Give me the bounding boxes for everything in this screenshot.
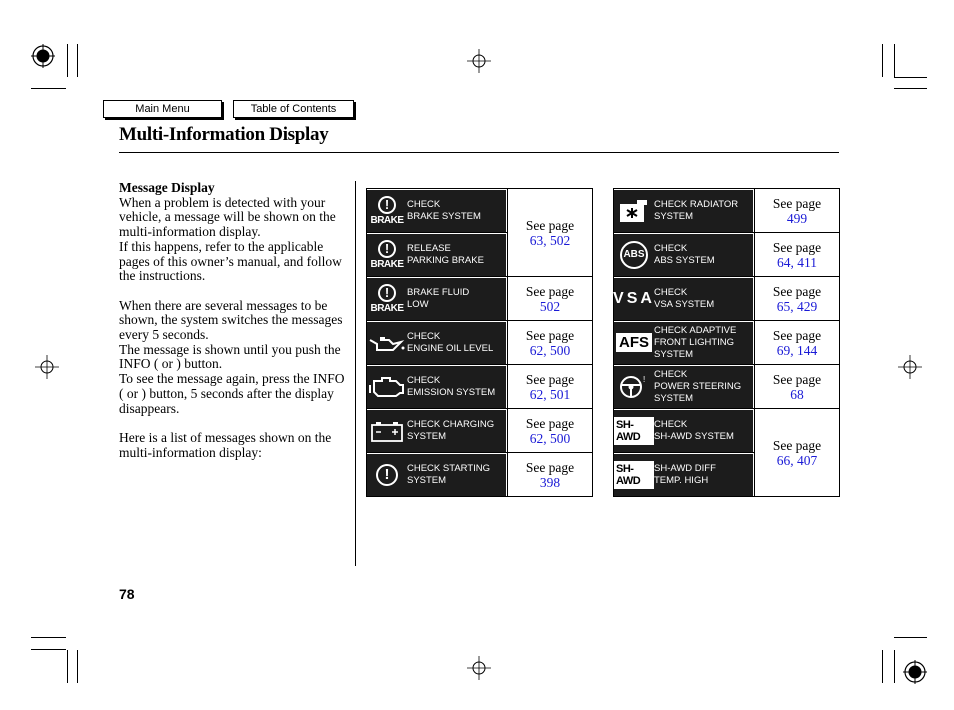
display-message-text bbox=[407, 419, 494, 443]
page-reference-cell bbox=[508, 453, 593, 497]
paragraph: If this happens, refer to the applicable pages of this owner’s manual, and follow the instructions. bbox=[119, 238, 342, 284]
title-divider bbox=[119, 152, 839, 153]
message-display-cell bbox=[614, 189, 755, 233]
message-display-cell bbox=[614, 277, 755, 321]
table-row bbox=[367, 453, 593, 497]
message-line: CHECK RADIATOR bbox=[654, 198, 739, 210]
message-line: TEMP. HIGH bbox=[654, 474, 709, 486]
page-links bbox=[540, 299, 560, 314]
message-display-cell bbox=[614, 409, 755, 453]
message-line: VSA SYSTEM bbox=[654, 298, 715, 310]
column-divider bbox=[355, 181, 356, 566]
page-links bbox=[787, 211, 807, 226]
page-link[interactable]: 501 bbox=[550, 386, 571, 402]
message-display-cell bbox=[614, 321, 755, 365]
display-message-text bbox=[407, 463, 490, 487]
battery-icon bbox=[367, 419, 407, 443]
message-line: SYSTEM bbox=[407, 430, 447, 442]
table-row bbox=[367, 365, 593, 409]
display-message-image bbox=[367, 190, 506, 232]
display-message-text bbox=[654, 287, 714, 311]
message-line: CHECK CHARGING bbox=[407, 418, 495, 430]
see-page-label: See page bbox=[772, 283, 822, 299]
page-title: Multi-Information Display bbox=[119, 124, 329, 145]
display-message-text bbox=[407, 243, 484, 267]
display-message-image bbox=[367, 454, 506, 496]
page-links: 69, 144 bbox=[776, 342, 818, 358]
brake-warning-icon: ! BRAKE bbox=[370, 241, 404, 270]
display-message-image bbox=[367, 322, 506, 364]
message-line: CHECK ADAPTIVE bbox=[654, 324, 737, 336]
crosshair-mark-icon bbox=[35, 355, 59, 379]
see-page-label: See page bbox=[525, 283, 575, 299]
page-link[interactable]: 69 bbox=[776, 342, 791, 358]
page-link[interactable]: 64 bbox=[777, 254, 791, 270]
message-line: LOW bbox=[407, 298, 429, 310]
see-page-label: See page bbox=[525, 327, 575, 343]
vsa-icon: VSA bbox=[613, 289, 655, 307]
oil-can-icon bbox=[367, 330, 407, 356]
table-row bbox=[367, 189, 593, 233]
message-line: SH-AWD SYSTEM bbox=[654, 430, 734, 442]
page-links: 65, 429 bbox=[776, 298, 818, 314]
message-line: FRONT LIGHTING bbox=[654, 336, 735, 348]
steering-icon bbox=[614, 374, 654, 400]
page-link[interactable]: 66 bbox=[776, 452, 791, 468]
abs-icon: ABS bbox=[614, 241, 654, 269]
paragraph: Here is a list of messages shown on the multi-information display: bbox=[119, 429, 332, 460]
page-reference-cell bbox=[508, 409, 593, 453]
page-link[interactable]: 502 bbox=[550, 232, 571, 248]
page-link[interactable]: 500 bbox=[550, 430, 571, 446]
page-link[interactable]: 63 bbox=[529, 232, 544, 248]
table-row bbox=[614, 233, 840, 277]
display-message-image bbox=[367, 234, 506, 276]
see-page-label: See page bbox=[525, 415, 575, 431]
message-display-cell bbox=[367, 233, 508, 277]
page-link[interactable]: 62 bbox=[529, 342, 544, 358]
table-row bbox=[614, 409, 840, 453]
page-reference-cell bbox=[755, 321, 840, 365]
page-link[interactable]: 62 bbox=[529, 430, 544, 446]
message-display-cell bbox=[367, 453, 508, 497]
display-message-text bbox=[407, 375, 495, 399]
page-link[interactable]: 68 bbox=[790, 386, 804, 402]
message-display-cell bbox=[614, 365, 755, 409]
main-menu-button[interactable]: Main Menu bbox=[103, 100, 222, 118]
message-line: BRAKE SYSTEM bbox=[407, 210, 481, 222]
registration-mark-icon bbox=[903, 660, 927, 684]
crosshair-mark-icon bbox=[467, 49, 491, 73]
table-row bbox=[614, 365, 840, 409]
display-message-image bbox=[614, 190, 753, 232]
crosshair-mark-icon bbox=[898, 355, 922, 379]
message-display-cell bbox=[367, 277, 508, 321]
display-message-image bbox=[614, 366, 753, 408]
page-link[interactable]: 502 bbox=[539, 298, 561, 314]
message-line: SYSTEM bbox=[654, 210, 694, 222]
message-line: SYSTEM bbox=[654, 392, 694, 404]
registration-mark-icon bbox=[31, 44, 55, 68]
message-line: CHECK bbox=[407, 330, 441, 342]
page-reference-cell bbox=[755, 409, 840, 497]
see-page-label: See page bbox=[772, 327, 822, 343]
message-line: CHECK bbox=[654, 418, 688, 430]
brake-warning-icon: ! BRAKE bbox=[370, 197, 404, 226]
page-link[interactable]: 429 bbox=[797, 298, 818, 314]
display-message-text bbox=[654, 419, 734, 443]
message-line: CHECK STARTING bbox=[407, 462, 491, 474]
see-page-label: See page bbox=[772, 195, 822, 211]
engine-icon bbox=[367, 373, 407, 401]
page-links: 64, 411 bbox=[777, 254, 817, 270]
paragraph: When a problem is detected with your vehicle, a message will be shown on the multi-information display. bbox=[119, 194, 336, 240]
page-link[interactable]: 65 bbox=[776, 298, 791, 314]
paragraph: The message is shown until you push the INFO ( or ) button. bbox=[119, 341, 341, 372]
see-page-label: See page bbox=[525, 217, 575, 233]
table-row bbox=[614, 321, 840, 365]
page-link[interactable]: 62 bbox=[529, 386, 544, 402]
page-link[interactable]: 499 bbox=[786, 210, 808, 226]
messages-table-left bbox=[366, 188, 593, 497]
display-message-image bbox=[614, 454, 753, 496]
message-display-cell bbox=[367, 365, 508, 409]
page-reference-cell bbox=[508, 321, 593, 365]
afs-icon: AFS bbox=[614, 333, 654, 352]
display-message-image bbox=[614, 278, 753, 320]
message-line: CHECK bbox=[654, 286, 688, 298]
paragraph: When there are several messages to be shown, the system switches the messages every 5 seconds. bbox=[119, 297, 343, 343]
page-reference-cell bbox=[508, 277, 593, 321]
message-line: PARKING BRAKE bbox=[407, 254, 484, 266]
display-message-text bbox=[407, 331, 493, 355]
page-links: 63, 502 bbox=[529, 232, 571, 248]
display-message-text bbox=[407, 199, 481, 223]
display-message-image bbox=[367, 366, 506, 408]
see-page-label: See page bbox=[525, 371, 575, 387]
page-reference-cell bbox=[755, 277, 840, 321]
table-row bbox=[367, 277, 593, 321]
display-message-text bbox=[654, 325, 736, 361]
page-links bbox=[540, 475, 560, 490]
display-message-image bbox=[614, 234, 753, 276]
display-message-image bbox=[367, 278, 506, 320]
message-line: CHECK bbox=[407, 198, 441, 210]
crosshair-mark-icon bbox=[467, 656, 491, 680]
message-line: ENGINE OIL LEVEL bbox=[407, 342, 494, 354]
message-line: CHECK bbox=[654, 368, 688, 380]
see-page-label: See page bbox=[525, 459, 575, 475]
display-message-text bbox=[654, 243, 715, 267]
message-line: ABS SYSTEM bbox=[654, 254, 715, 266]
display-message-text bbox=[654, 369, 741, 405]
page-links: 66, 407 bbox=[776, 452, 818, 468]
see-page-label: See page bbox=[772, 437, 822, 453]
page-reference-cell bbox=[755, 365, 840, 409]
page-reference-cell bbox=[755, 189, 840, 233]
message-line: CHECK bbox=[407, 374, 441, 386]
page-links: 62, 501 bbox=[529, 386, 571, 402]
page-link[interactable]: 407 bbox=[797, 452, 818, 468]
message-display-cell bbox=[614, 453, 755, 497]
see-page-label: See page bbox=[772, 239, 822, 255]
page-links bbox=[790, 387, 804, 402]
page-links: 62, 500 bbox=[529, 430, 571, 446]
display-message-text bbox=[654, 199, 738, 223]
message-line: SYSTEM bbox=[407, 474, 447, 486]
message-display-cell bbox=[367, 189, 508, 233]
page-number: 78 bbox=[119, 586, 135, 602]
paragraph: To see the message again, press the INFO ( or ) button, 5 seconds after the display disappears. bbox=[119, 371, 345, 416]
display-message-image bbox=[614, 322, 753, 364]
page-link[interactable]: 398 bbox=[539, 474, 561, 490]
page-reference-cell bbox=[508, 189, 593, 277]
page-reference-cell bbox=[508, 365, 593, 409]
display-message-image bbox=[367, 410, 506, 452]
message-line: SYSTEM bbox=[654, 348, 694, 360]
exclamation-icon: ! bbox=[367, 464, 407, 486]
message-line: BRAKE FLUID bbox=[407, 286, 470, 298]
svg-text:!: ! bbox=[643, 374, 646, 384]
display-message-image bbox=[614, 410, 753, 452]
message-line: RELEASE bbox=[407, 242, 451, 254]
page-link[interactable]: 411 bbox=[797, 254, 817, 270]
table-of-contents-button[interactable]: Table of Contents bbox=[233, 100, 354, 118]
message-display-cell bbox=[614, 233, 755, 277]
page-link[interactable]: 500 bbox=[550, 342, 571, 358]
sh-awd-icon: SH-AWD bbox=[614, 461, 654, 489]
table-row bbox=[614, 277, 840, 321]
table-row bbox=[614, 189, 840, 233]
message-display-cell bbox=[367, 409, 508, 453]
table-row bbox=[367, 321, 593, 365]
page-reference-cell bbox=[755, 233, 840, 277]
page-link[interactable]: 144 bbox=[797, 342, 818, 358]
page-links: 62, 500 bbox=[529, 342, 571, 358]
see-page-label: See page bbox=[772, 371, 822, 387]
radiator-icon bbox=[614, 198, 654, 224]
brake-warning-icon: ! BRAKE bbox=[370, 285, 404, 314]
display-message-text bbox=[654, 463, 716, 487]
message-line: EMISSION SYSTEM bbox=[407, 386, 496, 398]
sh-awd-icon: SH-AWD bbox=[614, 417, 654, 445]
section-heading: Message Display bbox=[119, 180, 215, 195]
message-display-description bbox=[119, 181, 345, 460]
table-row bbox=[367, 409, 593, 453]
message-display-cell bbox=[367, 321, 508, 365]
message-line: SH-AWD DIFF bbox=[654, 462, 716, 474]
message-line: CHECK bbox=[654, 242, 688, 254]
message-line: POWER STEERING bbox=[654, 380, 742, 392]
messages-table-right bbox=[613, 188, 840, 497]
display-message-text bbox=[407, 287, 469, 311]
